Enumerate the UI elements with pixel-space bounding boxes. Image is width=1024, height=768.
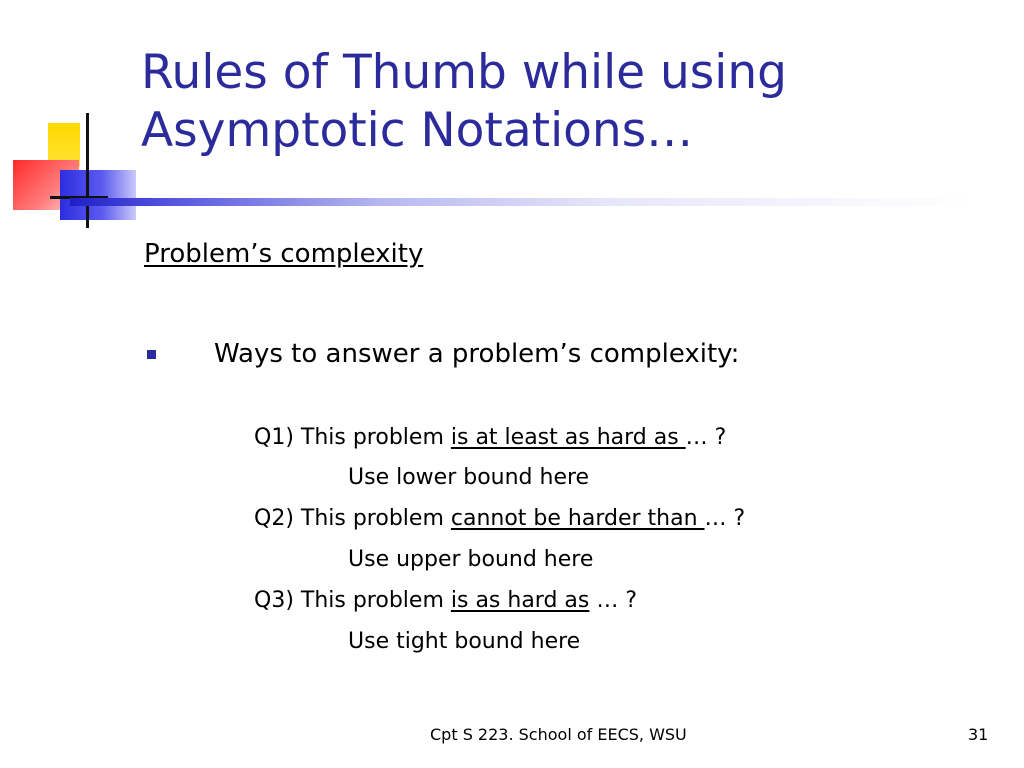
- question-1-suffix: … ?: [685, 425, 727, 450]
- footer-page-number: 31: [968, 725, 989, 744]
- question-3: [254, 587, 637, 615]
- question-3-suffix: … ?: [589, 588, 638, 613]
- slide-title: [141, 44, 1001, 160]
- title-underline-rule: [70, 198, 970, 206]
- blue-square-decoration: [60, 170, 136, 220]
- answer-1: Use lower bound here: [348, 465, 590, 490]
- question-2-suffix: … ?: [704, 506, 746, 531]
- question-3-emphasis: is as hard as: [450, 588, 590, 613]
- slide-title-line-1: Rules of Thumb while using: [141, 45, 787, 100]
- footer-course-label: Cpt S 223. School of EECS, WSU: [430, 725, 687, 744]
- question-1: [254, 424, 726, 452]
- bullet-text: Ways to answer a problem’s complexity:: [214, 339, 740, 369]
- question-2-prefix: Q2) This problem: [254, 506, 451, 531]
- answer-2: Use upper bound here: [348, 547, 594, 572]
- square-bullet-icon: [147, 350, 156, 359]
- vertical-line-decoration: [86, 113, 89, 228]
- question-3-prefix: Q3) This problem: [254, 588, 451, 613]
- answer-3: Use tight bound here: [348, 629, 581, 654]
- question-1-emphasis: is at least as hard as: [450, 425, 686, 450]
- question-1-prefix: Q1) This problem: [254, 425, 451, 450]
- question-2: [254, 505, 745, 533]
- section-subheading: Problem’s complexity: [144, 239, 424, 269]
- slide-title-line-2: Asymptotic Notations…: [141, 103, 694, 158]
- question-2-emphasis: cannot be harder than: [450, 506, 705, 531]
- bullet-item: [144, 336, 739, 372]
